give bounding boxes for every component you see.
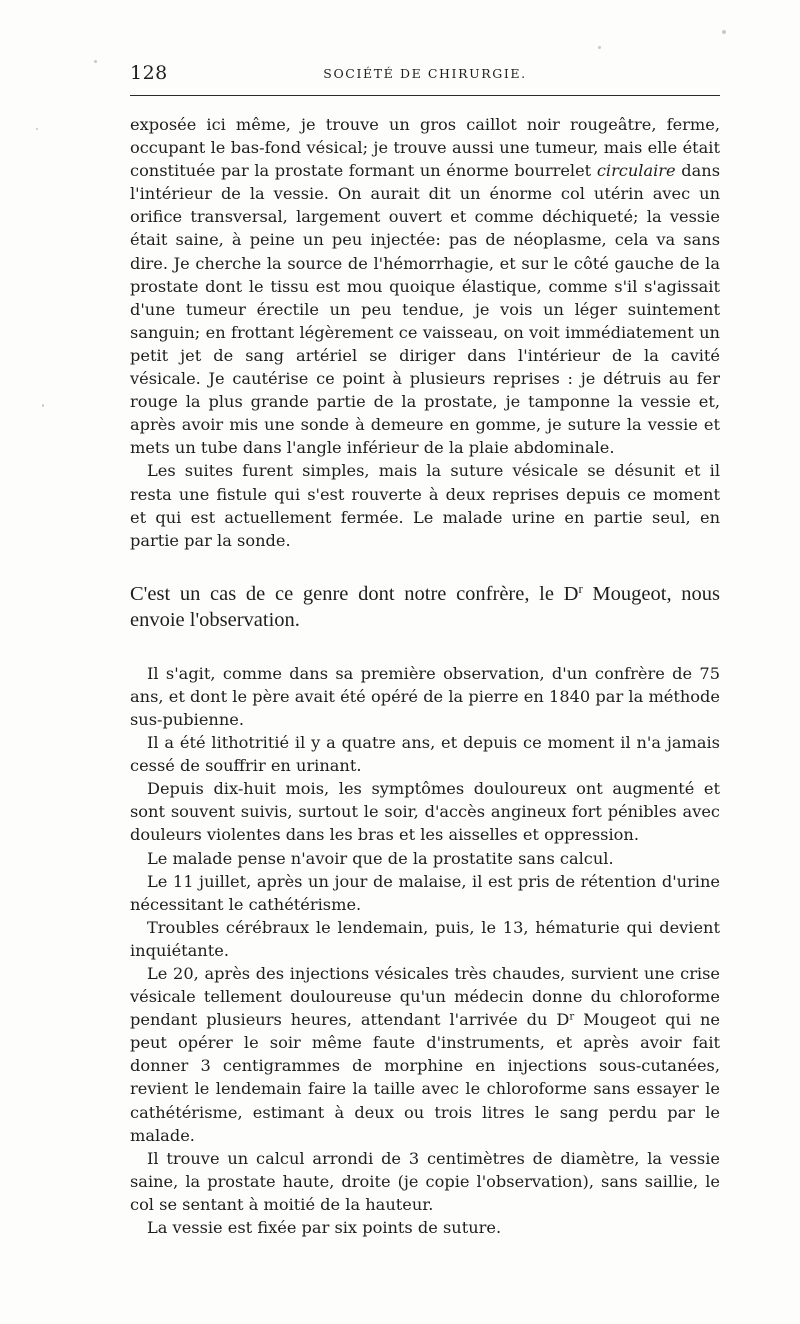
paragraph-text: C'est un cas de ce genre dont notre confrère, le D [130,582,579,605]
paragraph [130,113,720,459]
page-number: 128 [130,62,168,84]
paragraph: Les suites furent simples, mais la suture vésicale se désunit et il resta une fistule qui s'est rouverte à deux reprises depuis ce moment et qui est actuellement fermée. Le malade urine en partie seul, en partie par la sonde. [130,461,720,550]
paragraph: Il a été lithotritié il y a quatre ans, et depuis ce moment il n'a jamais cessé de souffrir en urinant. [130,733,720,776]
paragraph-text: dans l'intérieur de la vessie. On aurait dit un énorme col utérin avec un orifice transversal, largement ouvert et comme déchiqueté; la vessie était saine, à peine un peu injectée: pas de néoplasme, cela va sans dire. Je cherche la source de l'hémorrhagie, et sur le côté gauche de la prostate dont le tissu est mou quoique élastique, comme s'il s'agissait d'une tumeur érectile un peu tendue, je vois un léger suintement sanguin; en frottant légèrement ce vaisseau, on voit immédiatement un petit jet de sang artériel se diriger dans l'intérieur de la cavité vésicale. Je cautérise ce point à plusieurs reprises : je détruis au fer rouge la plus grande partie de la prostate, je tamponne la vessie et, après avoir mis une sonde à demeure en gomme, je suture la vessie et mets un tube dans l'angle inférieur de la plaie abdominale. [130,161,720,458]
print-speck [36,128,38,130]
paragraph: Le malade pense n'avoir que de la prostatite sans calcul. [147,848,614,868]
superscript: r [569,1011,575,1023]
paragraph: Il s'agit, comme dans sa première observation, d'un confrère de 75 ans, et dont le père avait été opéré de la pierre en 1840 par la méthode sus-pubienne. [130,663,720,729]
body-text [130,113,720,1239]
paragraph-text: exposée ici même, je trouve un gros caillot noir rougeâtre, ferme, occupant le bas-fond vésical; je trouve aussi une tumeur, mais elle était constituée par la prostate formant un énorme bourrelet [130,115,720,181]
paragraph: Il trouve un calcul arrondi de 3 centimètres de diamètre, la vessie saine, la prostate haute, droite (je copie l'observation), sans saillie, le col se sentant à moitié de la hauteur. [130,1148,720,1214]
print-speck [94,60,97,63]
paragraph [130,581,720,633]
paragraph: Le 11 juillet, après un jour de malaise, il est pris de rétention d'urine nécessitant le cathétérisme. [130,871,720,914]
superscript: r [578,581,583,596]
header-rule [130,95,720,96]
quoted-account [130,113,720,552]
print-speck [722,30,726,34]
paragraph-text: Mougeot, nous envoie l'observation. [130,582,720,631]
emphasis-text: circulaire [596,161,676,181]
paragraph-text: Mougeot qui ne peut opérer le soir même faute d'instruments, et après avoir fait donner 3 centigrammes de morphine en injections sous-cutanées, revient le lendemain faire la taille avec le chloroforme sans essayer le cathétérisme, estimant à deux ou trois litres le sang perdu par le malade. [130,1010,720,1145]
transition-statement [130,581,720,633]
observation [130,662,720,1239]
print-speck [42,404,44,407]
print-speck [598,46,601,49]
paragraph: Depuis dix-huit mois, les symptômes douloureux ont augmenté et sont souvent suivis, surtout le soir, d'accès angineux fort pénibles avec douleurs violentes dans les bras et les aisselles et oppression. [130,779,720,845]
running-title: SOCIÉTÉ DE CHIRURGIE. [323,66,527,81]
paragraph-text: Le 20, après des injections vésicales très chaudes, survient une crise vésicale tellement douloureuse qu'un médecin donne du chloroforme pendant plusieurs heures, attendant l'arrivée du D [130,964,720,1030]
paragraph: Troubles cérébraux le lendemain, puis, le 13, hématurie qui devient inquiétante. [130,917,720,960]
paragraph: La vessie est fixée par six points de suture. [147,1218,502,1238]
paragraph [130,962,720,1147]
running-head [130,62,720,86]
